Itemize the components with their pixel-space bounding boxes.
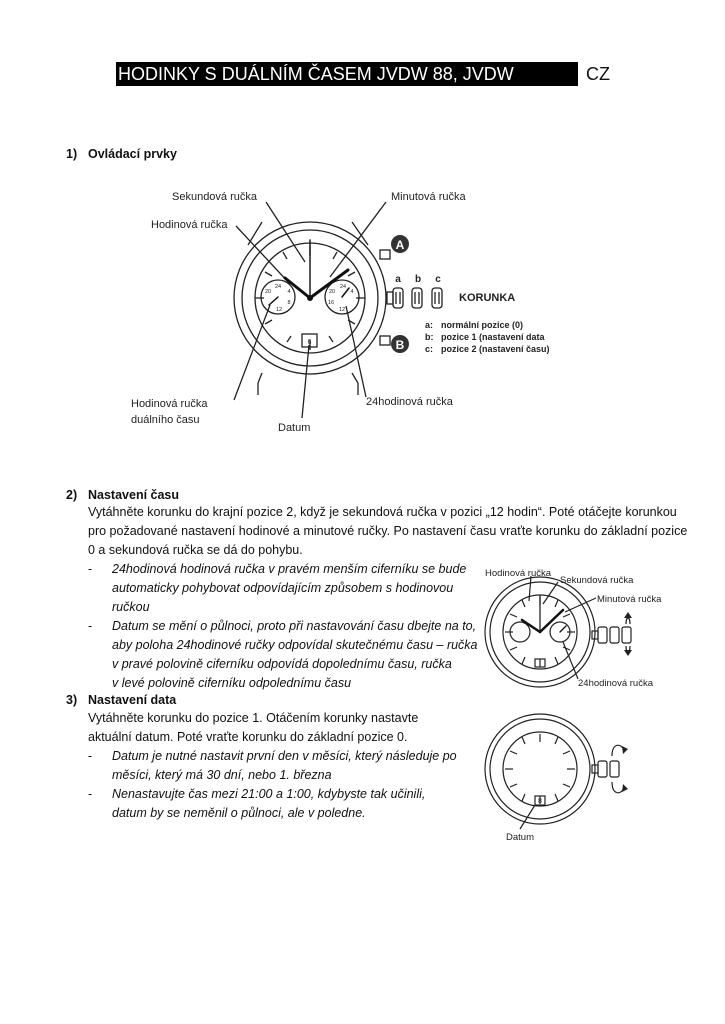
right-dial-12: 12 xyxy=(338,307,346,313)
legend-b-key: b: xyxy=(425,332,434,342)
section3-heading xyxy=(66,693,176,707)
section2-line-2: pro požadované nastavení hodinové a minutové ručky. Po nastavení času vraťte korunku do základní pozice xyxy=(88,524,688,538)
section2-bullet-2-line-4: v levé polovině ciferníku odpolednímu času xyxy=(112,676,352,690)
fig3-date-window-number: 8 xyxy=(538,798,542,805)
section2-number: 2) xyxy=(66,488,78,502)
section2-bullet-1-line-3: ručkou xyxy=(112,600,150,614)
crown-position-b xyxy=(412,288,422,308)
section2-intro xyxy=(88,503,688,560)
label-dual-hour-2: duálního času xyxy=(131,414,200,426)
section3-bullet-1: - Datum je nutné nastavit první den v měsíci, který následuje po měsíci, který má 30 dní, nebo 1. března xyxy=(112,747,482,785)
legend-a-text: normální pozice (0) xyxy=(441,320,524,330)
legend-c-text: pozice 2 (nastavení času) xyxy=(441,344,550,354)
section2-bullet-1: - 24hodinová hodinová ručka v pravém menším ciferníku se bude automaticky pohybovat odpovídajícím způsobem s hodinovou ručkou xyxy=(112,560,482,617)
left-dial-8: 8 xyxy=(287,300,291,306)
section3-bullet-2-line-2: datum by se neměnil o půlnoci, ale v poledne. xyxy=(112,806,366,820)
section2-bullet-1-line-1: 24hodinová hodinová ručka v pravém menším ciferníku se bude xyxy=(112,562,467,576)
crown-pos-c-label: c xyxy=(435,274,441,285)
section1-title: Ovládací prvky xyxy=(88,147,177,161)
section2-bullet-2-line-1: Datum se mění o půlnoci, proto při nastavování času dbejte na to, xyxy=(112,619,477,633)
button-b-label: B xyxy=(395,338,405,352)
date-setting-figure xyxy=(485,714,624,829)
section2-bullet-2: - Datum se mění o půlnoci, proto při nastavování času dbejte na to, aby poloha 24hodinové ručky odpovídal skutečnému času – ručka v pravé polovině ciferníku odpovídá dopolednímu času, ručka v levé polovině ciferníku odpolednímu času xyxy=(112,617,482,693)
left-dial-20: 20 xyxy=(264,289,272,295)
label-24h-hand: 24hodinová ručka xyxy=(366,396,453,408)
section2-bullet-1-line-2: automaticky pohybovat odpovídajícím způsobem s hodinovou xyxy=(112,581,454,595)
section3-bullet-2: - Nenastavujte čas mezi 21:00 a 1:00, kdybyste tak učinili, datum by se neměnil o půlnoci, ale v poledne. xyxy=(112,785,482,823)
left-dial-4: 4 xyxy=(287,289,291,295)
section2-bullet-2-line-3: v pravé polovině ciferníku odpovídá dopolednímu času, ručka xyxy=(112,657,452,671)
fig2-hour-hand-label: Hodinová ručka xyxy=(485,568,552,579)
right-dial-16: 16 xyxy=(327,300,335,306)
section2-line-3: 0 a sekundová ručka se dá do pohybu. xyxy=(88,543,303,557)
crown-pos-b-label: b xyxy=(414,274,422,285)
label-minute-hand: Minutová ručka xyxy=(391,191,466,203)
time-setting-figure xyxy=(485,576,631,687)
label-date: Datum xyxy=(278,422,311,434)
fig2-second-hand-label: Sekundová ručka xyxy=(560,575,634,586)
fig2-minute-hand-label: Minutová ručka xyxy=(597,594,662,605)
section3-line-2: aktuální datum. Poté vraťte korunku do základní pozice 0. xyxy=(88,730,408,744)
section3-bullet-1-line-2: měsíci, který má 30 dní, nebo 1. března xyxy=(112,768,332,782)
pusher-a xyxy=(380,250,390,259)
section1-number: 1) xyxy=(66,147,78,161)
right-dial-20: 20 xyxy=(328,289,336,295)
date-window-number: 6 xyxy=(307,339,312,346)
section3-line-1: Vytáhněte korunku do pozice 1. Otáčením korunky nastavte xyxy=(88,711,419,725)
language-code: CZ xyxy=(586,64,610,84)
section3-bullet-1-line-1: Datum je nutné nastavit první den v měsíci, který následuje po xyxy=(112,749,457,763)
label-dual-hour-1: Hodinová ručka xyxy=(131,398,208,410)
fig2-24h-hand-label: 24hodinová ručka xyxy=(578,678,653,689)
section2-line-1: Vytáhněte korunku do krajní pozice 2, když je sekundová ručka v pozici „12 hodin“. Poté otáčejte korunkou xyxy=(88,505,677,519)
label-hour-hand: Hodinová ručka xyxy=(151,219,228,231)
document-title: HODINKY S DUÁLNÍM ČASEM JVDW 88, JVDW xyxy=(116,62,578,86)
section3-intro xyxy=(88,709,468,747)
section2-bullet-2-line-2: aby poloha 24hodinové ručky odpovídal skutečnému času – ručka xyxy=(112,638,478,652)
crown-position-a xyxy=(393,288,403,308)
left-dial-24: 24 xyxy=(274,284,282,290)
label-crown: KORUNKA xyxy=(459,292,516,304)
crown-pos-a-label: a xyxy=(395,274,401,285)
legend-c-key: c: xyxy=(425,344,434,354)
pusher-b xyxy=(380,336,390,345)
label-second-hand: Sekundová ručka xyxy=(172,191,257,203)
fig3-date-label: Datum xyxy=(506,832,534,843)
section3-bullet-2-line-1: Nenastavujte čas mezi 21:00 a 1:00, kdybyste tak učinili, xyxy=(112,787,426,801)
section3-number: 3) xyxy=(66,693,78,707)
hour-hand xyxy=(285,278,310,298)
dual-time-hand xyxy=(269,297,278,305)
legend-a-key: a: xyxy=(425,320,434,330)
section2-heading xyxy=(66,488,179,502)
crown-position-c xyxy=(432,288,442,308)
section3-title: Nastavení data xyxy=(88,693,177,707)
left-dial-12: 12 xyxy=(275,307,283,313)
button-a-label: A xyxy=(395,238,405,252)
legend-b-text: pozice 1 (nastavení data xyxy=(441,332,545,342)
right-dial-24: 24 xyxy=(339,284,347,290)
section2-title: Nastavení času xyxy=(88,488,180,502)
right-dial-4: 4 xyxy=(350,289,354,295)
